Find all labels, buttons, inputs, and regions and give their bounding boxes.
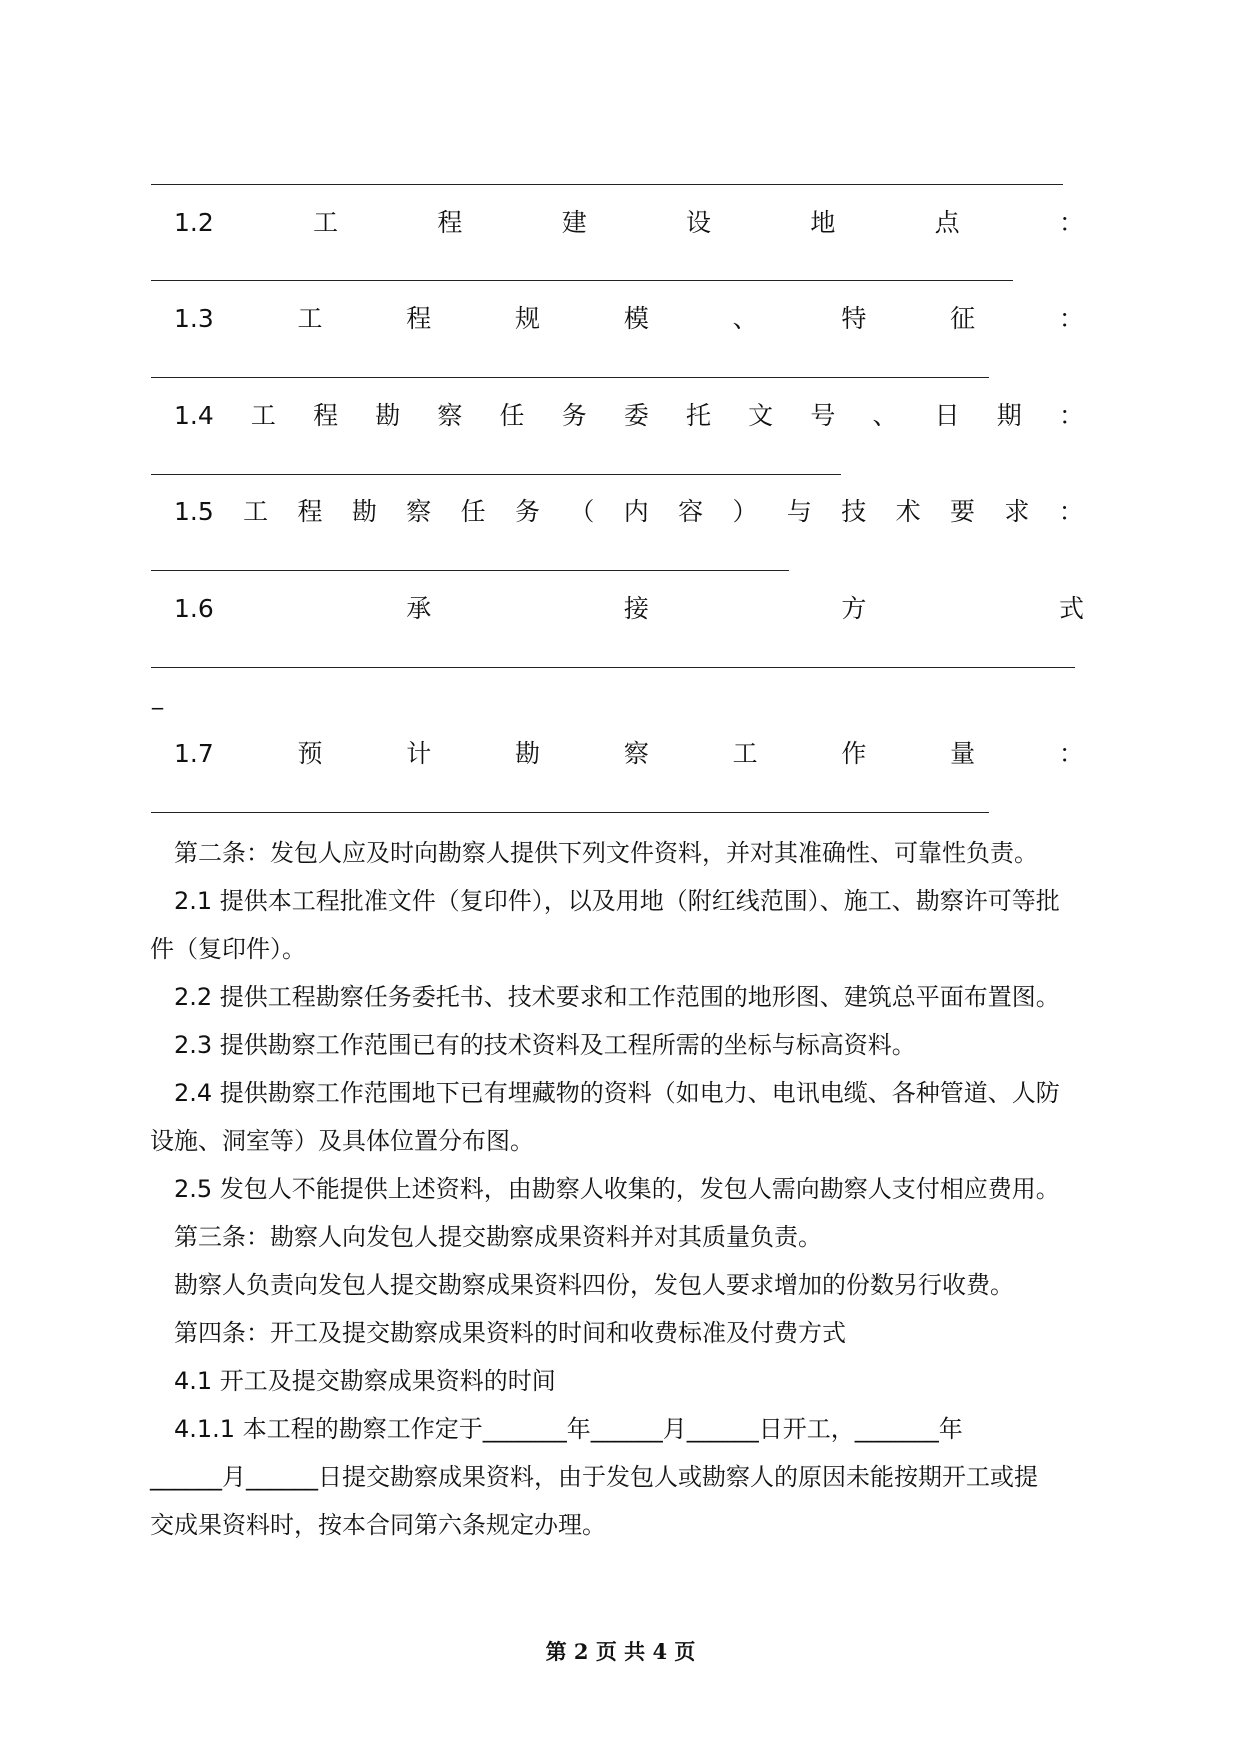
item-char: 任	[460, 497, 486, 526]
clause-4-1: 4.1 开工及提交勘察成果资料的时间	[174, 1367, 556, 1395]
item-char: 容	[678, 497, 704, 526]
item-char: 工	[297, 304, 323, 333]
item-char: ：	[1058, 208, 1084, 237]
item-char: ）	[732, 497, 758, 526]
item-char: 日	[934, 401, 960, 430]
item-number: 1.3	[174, 304, 214, 333]
item-char: 、	[872, 401, 898, 430]
item-char: 察	[406, 497, 432, 526]
item-char: 察	[623, 739, 649, 768]
clause-4-1-1: 4.1.1 本工程的勘察工作定于_______年______月______日开工，_______年	[174, 1415, 963, 1443]
article-4-heading: 第四条：开工及提交勘察成果资料的时间和收费标准及付费方式	[174, 1319, 846, 1347]
item-char: 托	[686, 401, 712, 430]
item-char: 地	[810, 208, 836, 237]
item-char: 术	[895, 497, 921, 526]
blank-underline	[151, 570, 789, 571]
item-char: 与	[786, 497, 812, 526]
item-char: 特	[841, 304, 867, 333]
item-number: 1.4	[174, 401, 214, 430]
item-number: 1.5	[174, 497, 214, 526]
item-char: 预	[297, 739, 323, 768]
item-char: ：	[1058, 304, 1084, 333]
stray-dash: _	[152, 685, 163, 710]
item-char: 点	[934, 208, 960, 237]
item-char: 规	[515, 304, 541, 333]
item-char: 期	[996, 401, 1022, 430]
item-char: 作	[841, 739, 867, 768]
item-char: 要	[950, 497, 976, 526]
clause-4-1-1-end: 交成果资料时，按本合同第六条规定办理。	[150, 1511, 606, 1539]
item-char: 、	[732, 304, 758, 333]
item-char: 委	[623, 401, 649, 430]
item-char: 勘	[515, 739, 541, 768]
item-char: 号	[810, 401, 836, 430]
item-1-4	[174, 399, 1084, 433]
item-char: 模	[623, 304, 649, 333]
item-1-6	[174, 592, 1084, 626]
item-char: 程	[297, 497, 323, 526]
item-char: 勘	[375, 401, 401, 430]
clause-2-1-cont: 件（复印件）。	[150, 935, 306, 963]
blank-underline	[151, 377, 989, 378]
item-char: 计	[406, 739, 432, 768]
item-char: 程	[437, 208, 463, 237]
item-char: 求	[1004, 497, 1030, 526]
clause-2-4: 2.4 提供勘察工作范围地下已有埋藏物的资料（如电力、电讯电缆、各种管道、人防	[174, 1079, 1060, 1107]
item-number: 1.2	[174, 208, 214, 237]
blank-underline	[151, 667, 1075, 668]
clause-2-5: 2.5 发包人不能提供上述资料，由勘察人收集的，发包人需向勘察人支付相应费用。	[174, 1175, 1060, 1203]
clause-2-2: 2.2 提供工程勘察任务委托书、技术要求和工作范围的地形图、建筑总平面布置图。	[174, 983, 1060, 1011]
item-char: 式	[1058, 594, 1084, 623]
item-number: 1.6	[174, 594, 214, 623]
item-char: 设	[686, 208, 712, 237]
item-char: 接	[623, 594, 649, 623]
clause-2-3: 2.3 提供勘察工作范围已有的技术资料及工程所需的坐标与标高资料。	[174, 1031, 916, 1059]
item-char: 程	[313, 401, 339, 430]
item-char: ：	[1058, 739, 1084, 768]
item-char: 务	[561, 401, 587, 430]
item-char: 工	[250, 401, 276, 430]
blank-underline	[151, 474, 841, 475]
item-char: 程	[406, 304, 432, 333]
item-1-3	[174, 302, 1084, 336]
clause-4-1-1-cont: ______月______日提交勘察成果资料，由于发包人或勘察人的原因未能按期开工或提	[150, 1463, 1038, 1491]
clause-2-4-cont: 设施、洞室等）及具体位置分布图。	[150, 1127, 534, 1155]
item-char: 方	[841, 594, 867, 623]
item-char: 工	[243, 497, 269, 526]
item-char: 务	[515, 497, 541, 526]
article-2-heading: 第二条：发包人应及时向勘察人提供下列文件资料，并对其准确性、可靠性负责。	[174, 839, 1038, 867]
item-char: 文	[748, 401, 774, 430]
item-char: 工	[313, 208, 339, 237]
article-3-body: 勘察人负责向发包人提交勘察成果资料四份，发包人要求增加的份数另行收费。	[174, 1271, 1014, 1299]
item-1-2	[174, 206, 1084, 240]
item-char: 工	[732, 739, 758, 768]
item-1-5	[174, 495, 1084, 529]
item-char: 建	[561, 208, 587, 237]
item-number: 1.7	[174, 739, 214, 768]
blank-underline	[151, 280, 1013, 281]
item-char: 承	[406, 594, 432, 623]
item-char: 征	[950, 304, 976, 333]
item-char: 技	[841, 497, 867, 526]
item-char: 量	[950, 739, 976, 768]
item-char: ：	[1058, 497, 1084, 526]
item-char: 任	[499, 401, 525, 430]
item-1-7	[174, 737, 1084, 771]
blank-underline	[151, 812, 989, 813]
item-char: 察	[437, 401, 463, 430]
item-char: （	[569, 497, 595, 526]
item-char: 内	[623, 497, 649, 526]
clause-2-1: 2.1 提供本工程批准文件（复印件），以及用地（附红线范围）、施工、勘察许可等批	[174, 887, 1060, 915]
item-char: 勘	[351, 497, 377, 526]
item-char: ：	[1058, 401, 1084, 430]
blank-underline	[151, 184, 1063, 185]
article-3-heading: 第三条：勘察人向发包人提交勘察成果资料并对其质量负责。	[174, 1223, 822, 1251]
page-footer: 第 2 页 共 4 页	[545, 1639, 696, 1664]
